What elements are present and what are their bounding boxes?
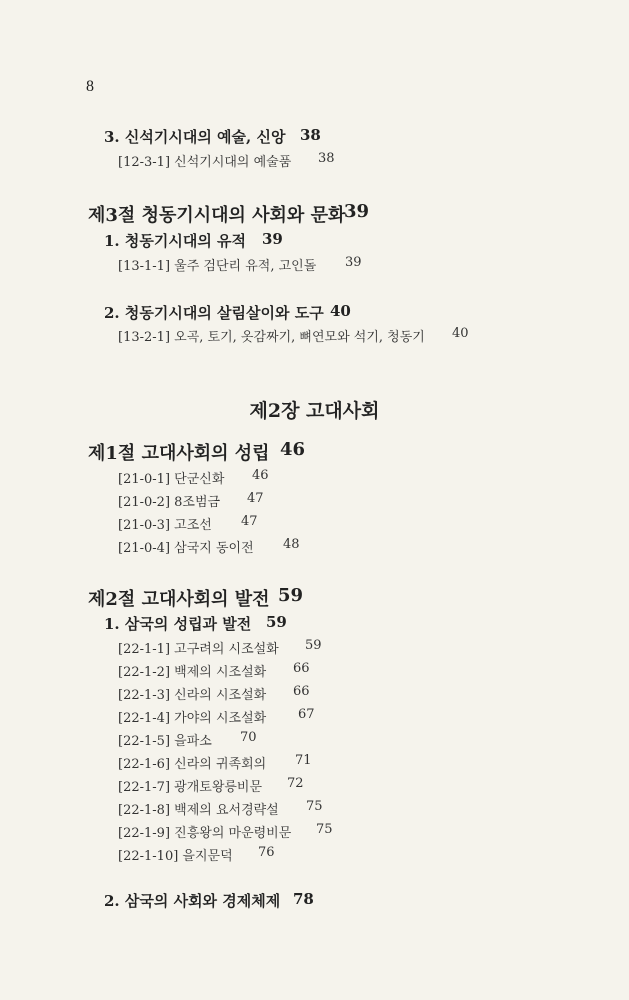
entry-page: 59 (278, 585, 304, 606)
entry-title: [22-1-7] 광개토왕릉비문 (118, 780, 263, 795)
entry-title: 2. 청동기시대의 살림살이와 도구 (104, 304, 324, 322)
entry-page: 59 (305, 638, 322, 653)
section-heading (88, 439, 306, 465)
entry-page: 67 (298, 707, 315, 722)
toc-item (118, 776, 304, 795)
toc-item (118, 468, 269, 487)
entry-title: [22-1-4] 가야의 시조설화 (118, 711, 267, 726)
entry-page: 47 (241, 514, 258, 529)
entry-title: [21-0-4] 삼국지 동이전 (118, 541, 254, 556)
entry-page: 66 (293, 684, 310, 699)
toc-item (118, 661, 310, 680)
entry-title: 제1절 고대사회의 성립 (88, 443, 270, 464)
toc-item (118, 822, 333, 841)
entry-title: 2. 삼국의 사회와 경제체제 (104, 892, 281, 910)
entry-page: 59 (266, 613, 287, 631)
entry-page: 46 (280, 439, 306, 460)
entry-page: 40 (330, 302, 351, 320)
entry-title: 제3절 청동기시대의 사회와 문화 (88, 205, 346, 226)
entry-page: 72 (287, 776, 304, 791)
entry-title: [22-1-6] 신라의 귀족회의 (118, 757, 267, 772)
toc-item (118, 151, 335, 170)
entry-title: [12-3-1] 신석기시대의 예술품 (118, 155, 292, 170)
entry-page: 40 (452, 326, 469, 341)
section-heading (88, 585, 304, 611)
entry-title: [13-2-1] 오곡, 토기, 옷감짜기, 뼈연모와 석기, 청동기 (118, 330, 425, 345)
entry-page: 39 (262, 230, 283, 248)
chapter-title: 제2장 고대사회 (249, 400, 380, 422)
subsection-heading (104, 126, 321, 147)
section-heading (88, 201, 370, 227)
toc-item (118, 537, 300, 556)
entry-title: 제2절 고대사회의 발전 (88, 589, 270, 610)
toc-item (118, 255, 362, 274)
entry-page: 76 (258, 845, 275, 860)
toc-item (118, 684, 310, 703)
entry-page: 39 (344, 201, 370, 222)
entry-title: [21-0-1] 단군신화 (118, 472, 225, 487)
toc-item (118, 491, 264, 510)
entry-title: [21-0-2] 8조범금 (118, 495, 221, 510)
toc-item (118, 638, 322, 657)
subsection-heading (104, 613, 287, 634)
entry-page: 48 (283, 537, 300, 552)
toc-item (118, 730, 257, 749)
entry-page: 46 (252, 468, 269, 483)
entry-page: 75 (316, 822, 333, 837)
entry-title: [22-1-8] 백제의 요서경략설 (118, 803, 279, 818)
entry-page: 38 (318, 151, 335, 166)
entry-page: 47 (247, 491, 264, 506)
entry-title: [22-1-1] 고구려의 시조설화 (118, 642, 279, 657)
toc-item (118, 753, 312, 772)
subsection-heading (104, 890, 314, 911)
toc-item (118, 845, 275, 864)
page-number: 8 (86, 78, 94, 95)
subsection-heading (104, 302, 351, 323)
entry-title: [22-1-9] 진흥왕의 마운령비문 (118, 826, 292, 841)
entry-title: 3. 신석기시대의 예술, 신앙 (104, 128, 286, 146)
entry-page: 75 (306, 799, 323, 814)
toc-item (118, 514, 258, 533)
toc-item (118, 799, 323, 818)
toc-item (118, 707, 315, 726)
entry-title: [22-1-3] 신라의 시조설화 (118, 688, 267, 703)
entry-page: 78 (293, 890, 314, 908)
entry-title: [22-1-10] 을지문덕 (118, 849, 233, 864)
entry-page: 39 (345, 255, 362, 270)
entry-title: [22-1-2] 백제의 시조설화 (118, 665, 267, 680)
subsection-heading (104, 230, 283, 251)
entry-page: 71 (295, 753, 312, 768)
toc-item (118, 326, 469, 345)
entry-page: 66 (293, 661, 310, 676)
entry-page: 38 (300, 126, 321, 144)
entry-title: [13-1-1] 울주 검단리 유적, 고인돌 (118, 259, 317, 274)
entry-title: [21-0-3] 고조선 (118, 518, 212, 533)
entry-page: 70 (240, 730, 257, 745)
entry-title: 1. 삼국의 성립과 발전 (104, 615, 252, 633)
entry-title: 1. 청동기시대의 유적 (104, 232, 247, 250)
entry-title: [22-1-5] 을파소 (118, 734, 212, 749)
